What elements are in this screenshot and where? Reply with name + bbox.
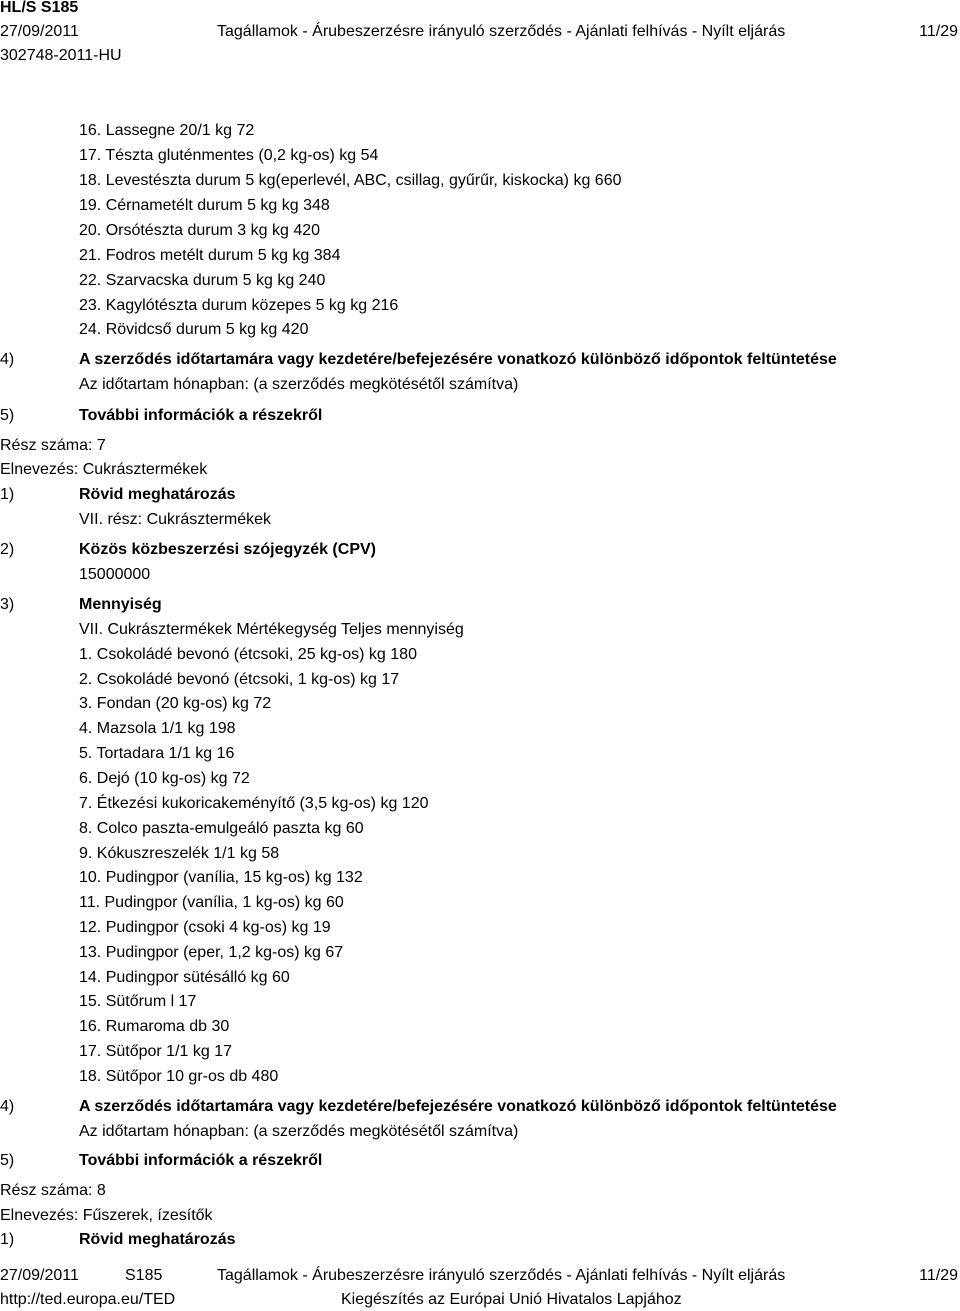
- section-number: 2): [0, 541, 15, 558]
- section-heading-short-description: Rövid meghatározás: [79, 1231, 236, 1248]
- header-ref: 302748-2011-HU: [0, 47, 122, 64]
- footer-page: 11/29: [919, 1267, 958, 1284]
- section-heading-short-description: Rövid meghatározás: [79, 486, 236, 503]
- footer-supplement: Kiegészítés az Európai Unió Hivatalos Lapjához: [341, 1291, 682, 1308]
- list-item: 13. Pudingpor (eper, 1,2 kg-os) kg 67: [79, 944, 344, 961]
- list-item: 24. Rövidcső durum 5 kg kg 420: [79, 321, 309, 338]
- list-item: 3. Fondan (20 kg-os) kg 72: [79, 695, 272, 712]
- list-item: 19. Cérnametélt durum 5 kg kg 348: [79, 197, 330, 214]
- list-item: 9. Kókuszreszelék 1/1 kg 58: [79, 845, 280, 862]
- section-number: 5): [0, 407, 15, 424]
- list-item: 1. Csokoládé bevonó (étcsoki, 25 kg-os) kg 180: [79, 646, 417, 663]
- header-page: 11/29: [919, 23, 958, 40]
- footer-title: Tagállamok - Árubeszerzésre irányuló szerződés - Ajánlati felhívás - Nyílt eljárás: [217, 1267, 786, 1284]
- list-item: 16. Rumaroma db 30: [79, 1018, 230, 1035]
- part-name: Elnevezés: Cukrásztermékek: [0, 461, 208, 478]
- list-item: 6. Dejó (10 kg-os) kg 72: [79, 770, 250, 787]
- header-date: 27/09/2011: [0, 23, 79, 40]
- list-item: 5. Tortadara 1/1 kg 16: [79, 745, 235, 762]
- section-number: 4): [0, 1098, 15, 1115]
- section-heading-duration: A szerződés időtartamára vagy kezdetére/befejezésére vonatkozó különböző időpontok feltüntetése: [79, 1098, 837, 1115]
- short-description-text: VII. rész: Cukrásztermékek: [79, 511, 272, 528]
- duration-text: Az időtartam hónapban: (a szerződés megkötésétől számítva): [79, 1123, 519, 1140]
- section-number: 1): [0, 486, 15, 503]
- list-item: 17. Tészta gluténmentes (0,2 kg-os) kg 54: [79, 147, 379, 164]
- list-item: 18. Sütőpor 10 gr-os db 480: [79, 1068, 279, 1085]
- section-number: 4): [0, 351, 15, 368]
- list-item: 14. Pudingpor sütésálló kg 60: [79, 969, 290, 986]
- part-number: Rész száma: 7: [0, 437, 106, 454]
- section-heading-duration: A szerződés időtartamára vagy kezdetére/befejezésére vonatkozó különböző időpontok feltüntetése: [79, 351, 837, 368]
- duration-text: Az időtartam hónapban: (a szerződés megkötésétől számítva): [79, 376, 519, 393]
- list-item: 12. Pudingpor (csoki 4 kg-os) kg 19: [79, 919, 331, 936]
- quantity-intro: VII. Cukrásztermékek Mértékegység Teljes mennyiség: [79, 621, 464, 638]
- cpv-code: 15000000: [79, 566, 151, 583]
- header-doc-id: HL/S S185: [0, 0, 79, 16]
- footer-date: 27/09/2011: [0, 1267, 79, 1284]
- section-number: 5): [0, 1152, 15, 1169]
- list-item: 4. Mazsola 1/1 kg 198: [79, 720, 236, 737]
- section-heading-cpv: Közös közbeszerzési szójegyzék (CPV): [79, 541, 376, 558]
- list-item: 22. Szarvacska durum 5 kg kg 240: [79, 272, 326, 289]
- footer-code: S185: [125, 1267, 163, 1284]
- list-item: 7. Étkezési kukoricakeményítő (3,5 kg-os) kg 120: [79, 795, 429, 812]
- section-number: 3): [0, 596, 15, 613]
- list-item: 2. Csokoládé bevonó (étcsoki, 1 kg-os) kg 17: [79, 671, 400, 688]
- list-item: 21. Fodros metélt durum 5 kg kg 384: [79, 247, 341, 264]
- section-heading-parts-info: További információk a részekről: [79, 407, 323, 424]
- list-item: 11. Pudingpor (vanília, 1 kg-os) kg 60: [79, 894, 344, 911]
- section-heading-parts-info: További információk a részekről: [79, 1152, 323, 1169]
- list-item: 15. Sütőrum l 17: [79, 993, 197, 1010]
- list-item: 16. Lassegne 20/1 kg 72: [79, 122, 255, 139]
- part-name: Elnevezés: Fűszerek, ízesítők: [0, 1207, 213, 1224]
- list-item: 17. Sütőpor 1/1 kg 17: [79, 1043, 232, 1060]
- list-item: 23. Kagylótészta durum közepes 5 kg kg 216: [79, 297, 399, 314]
- section-heading-quantity: Mennyiség: [79, 596, 162, 613]
- list-item: 20. Orsótészta durum 3 kg kg 420: [79, 222, 321, 239]
- header-title: Tagállamok - Árubeszerzésre irányuló szerződés - Ajánlati felhívás - Nyílt eljárás: [217, 23, 786, 40]
- section-number: 1): [0, 1231, 15, 1248]
- list-item: 8. Colco paszta-emulgeáló paszta kg 60: [79, 820, 364, 837]
- footer-url[interactable]: http://ted.europa.eu/TED: [0, 1291, 176, 1308]
- list-item: 10. Pudingpor (vanília, 15 kg-os) kg 132: [79, 869, 363, 886]
- part-number: Rész száma: 8: [0, 1182, 106, 1199]
- list-item: 18. Levestészta durum 5 kg(eperlevél, ABC, csillag, gyűrűr, kiskocka) kg 660: [79, 172, 622, 189]
